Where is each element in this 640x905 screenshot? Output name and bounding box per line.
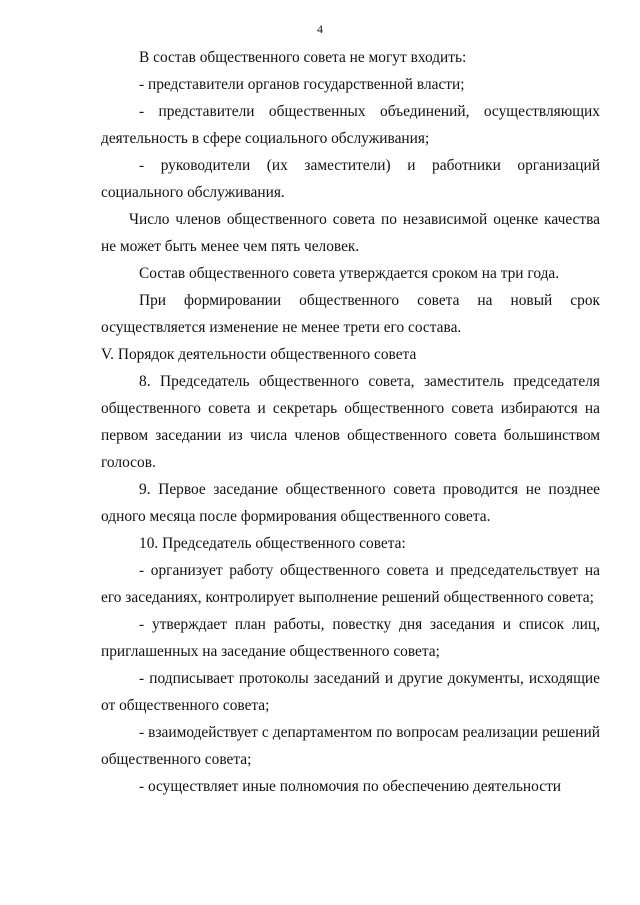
document-body xyxy=(101,44,600,800)
list-item-public-associations: - представители общественных объединений, осуществляющих деятельность в сфере социального обслуживания; xyxy=(101,103,600,147)
paragraph-term: Состав общественного совета утверждается сроком на три года. xyxy=(139,265,560,282)
list-item-other-powers: - осуществляет иные полномочия по обеспечению деятельности xyxy=(139,778,562,795)
paragraph-9-first-meeting: 9. Первое заседание общественного совета проводится не позднее одного месяца после формирования общественного совета. xyxy=(101,481,600,525)
paragraph-composition-restriction: В состав общественного совета не могут входить: xyxy=(139,49,467,66)
list-item-approves-plan: - утверждает план работы, повестку дня заседания и список лиц, приглашенных на заседание общественного совета; xyxy=(101,616,600,660)
paragraph-member-count: Число членов общественного совета по независимой оценке качества не может быть менее чем пять человек. xyxy=(101,211,600,255)
list-item-signs-protocols: - подписывает протоколы заседаний и другие документы, исходящие от общественного совета; xyxy=(101,670,600,714)
paragraph-8-election: 8. Председатель общественного совета, заместитель председателя общественного совета и секретарь общественного совета избираются на первом заседании из числа членов общественного совета большинством голосов. xyxy=(101,373,600,471)
section-heading: V. Порядок деятельности общественного совета xyxy=(101,346,417,363)
paragraph-10-chairman: 10. Председатель общественного совета: xyxy=(139,535,406,552)
page-number: 4 xyxy=(317,22,323,36)
list-item-organization-heads: - руководители (их заместители) и работники организаций социального обслуживания. xyxy=(101,157,600,201)
list-item-interacts-department: - взаимодействует с департаментом по вопросам реализации решений общественного совета; xyxy=(101,724,600,768)
list-item-state-authorities: - представители органов государственной власти; xyxy=(139,76,465,93)
paragraph-rotation: При формировании общественного совета на новый срок осуществляется изменение не менее трети его состава. xyxy=(101,292,600,336)
list-item-organizes-work: - организует работу общественного совета и председательствует на его заседаниях, контролирует выполнение решений общественного совета; xyxy=(101,562,600,606)
